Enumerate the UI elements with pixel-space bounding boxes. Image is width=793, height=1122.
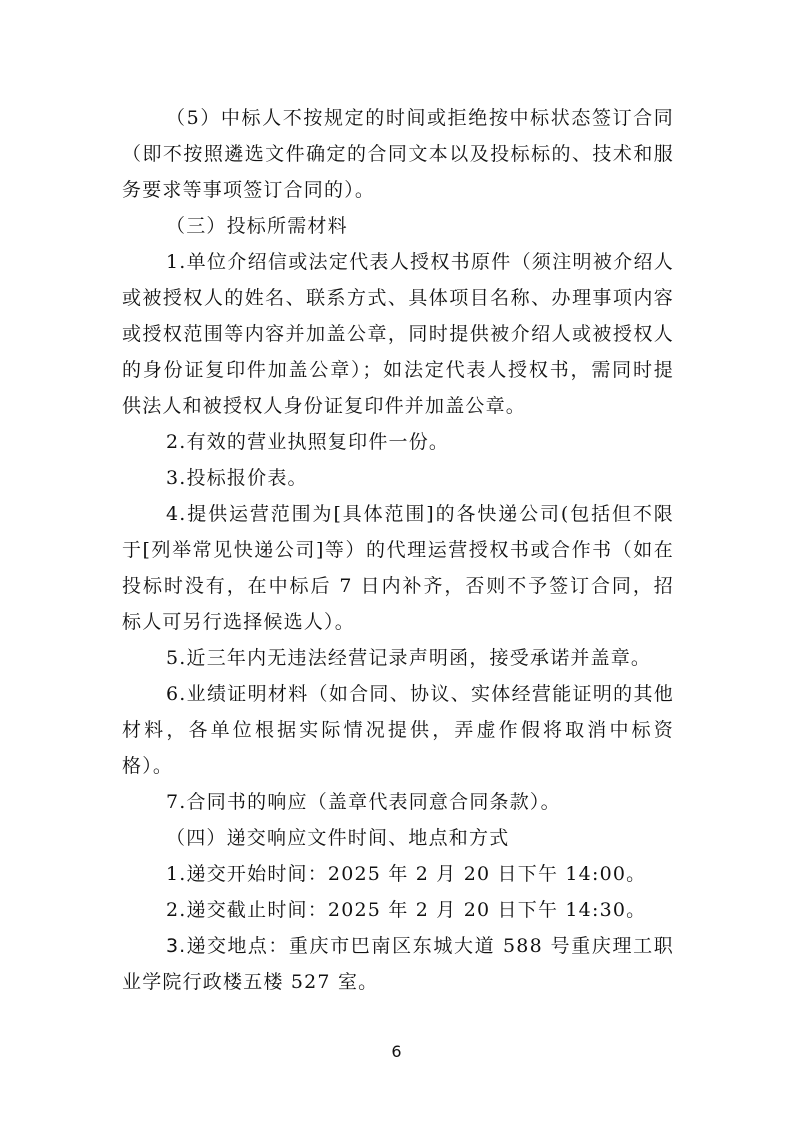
paragraph-submission-start: 1.递交开始时间：2025 年 2 月 20 日下午 14:00。 xyxy=(166,863,647,885)
page-number: 6 xyxy=(391,1042,402,1061)
paragraph-submission-deadline: 2.递交截止时间：2025 年 2 月 20 日下午 14:30。 xyxy=(166,899,647,921)
paragraph-material-5: 5.近三年内无违法经营记录声明函，接受承诺并盖章。 xyxy=(166,647,652,669)
paragraph-material-3: 3.投标报价表。 xyxy=(166,467,308,489)
paragraph-material-7: 7.合同书的响应（盖章代表同意合同条款）。 xyxy=(166,791,561,813)
paragraph-material-1: 1.单位介绍信或法定代表人授权书原件（须注明被介绍人或被授权人的姓名、联系方式、具体项目名称、办理事项内容或授权范围等内容并加盖公章，同时提供被介绍人或被授权人的身份证复印件加盖公章）；如法定代表人授权书，需同时提供法人和被授权人身份证复印件并加盖公章。 xyxy=(122,251,674,417)
section-heading-bid-materials: （三）投标所需材料 xyxy=(166,215,348,237)
paragraph-breach-clause-5: （5）中标人不按规定的时间或拒绝按中标状态签订合同（即不按照遴选文件确定的合同文本以及投标标的、技术和服务要求等事项签订合同的）。 xyxy=(122,107,674,201)
address-value: 重庆市巴南区东城大道 588 号重庆理工职业学院行政楼五楼 527 室。 xyxy=(122,935,674,993)
paragraph-material-4: 4.提供运营范围为[具体范围]的各快递公司(包括但不限于[列举常见快递公司]等）的代理运营授权书或合作书（如在投标时没有，在中标后 7 日内补齐，否则不予签订合同，招标人可另行选择候选人）。 xyxy=(122,503,674,633)
section-heading-submission: （四）递交响应文件时间、地点和方式 xyxy=(166,827,510,849)
address-label: 3.递交地点： xyxy=(166,935,289,957)
paragraph-submission-address xyxy=(122,928,674,1000)
paragraph-material-2: 2.有效的营业执照复印件一份。 xyxy=(166,431,450,453)
paragraph-material-6: 6.业绩证明材料（如合同、协议、实体经营能证明的其他材料，各单位根据实际情况提供，弄虚作假将取消中标资格）。 xyxy=(122,683,674,777)
